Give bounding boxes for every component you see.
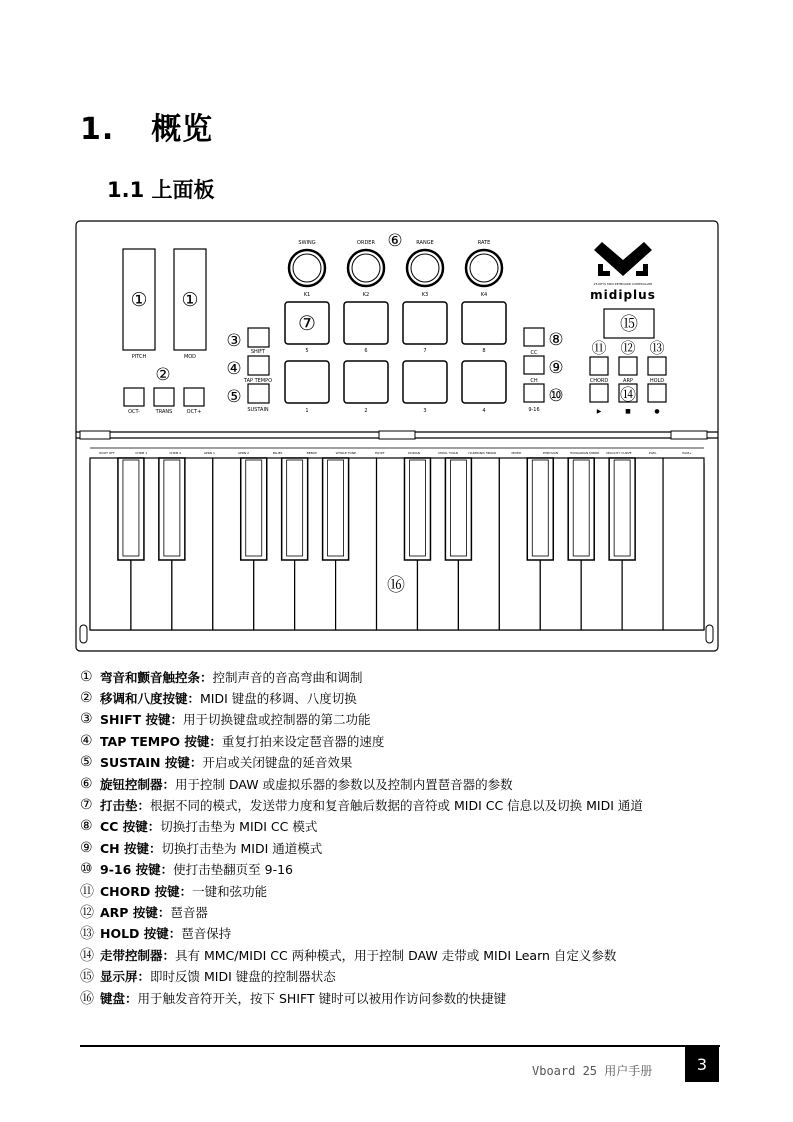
shift-label: SHIFT	[250, 349, 266, 355]
pad-number: 6	[364, 348, 368, 354]
legend-item: ① 弯音和颤音触控条： 控制声音的音高弯曲和调制	[80, 668, 363, 685]
play-button[interactable]	[590, 384, 608, 402]
knob-bottom-label: K2	[362, 292, 370, 298]
oct-up-label: OCT+	[186, 409, 202, 415]
legend-item: ④ TAP TEMPO 按键： 重复打拍来设定琶音器的速度	[80, 732, 385, 749]
keyboard-function-label: HARMONIC MINOR	[468, 451, 497, 455]
pad-number: 1	[305, 408, 309, 414]
legend-list	[80, 666, 760, 1008]
callout-12: ⑫	[620, 339, 636, 357]
legend-item: ③ SHIFT 按键： 用于切换键盘或控制器的第二功能	[80, 711, 371, 728]
keyboard-function-label: PHRYGIAN	[542, 451, 559, 455]
keyboard-function-label: EGYPT	[375, 451, 385, 455]
oct-up-button[interactable]	[184, 388, 204, 406]
brand-logo-text: midiplus	[590, 288, 656, 302]
legend-item: ⑬ HOLD 按键： 琶音保持	[80, 926, 232, 943]
trans-button[interactable]	[154, 388, 174, 406]
oct-down-label: OCT-	[128, 409, 140, 415]
brand-logo	[590, 242, 656, 302]
sustain-label: SUSTAIN	[247, 407, 269, 413]
legend-item: ⑪ CHORD 按键： 一键和弦功能	[80, 883, 268, 900]
record-button[interactable]	[648, 384, 666, 402]
arp-label: ARP	[623, 378, 633, 384]
knob-bottom-label: K4	[480, 292, 488, 298]
sustain-button[interactable]	[248, 384, 269, 403]
legend-item: ⑨ CH 按键： 切换打击垫为 MIDI 通道模式	[80, 839, 323, 856]
black-key[interactable]	[241, 458, 267, 560]
page-9-16-label: 9-16	[528, 407, 540, 413]
pad-6[interactable]	[344, 302, 388, 344]
legend-item: ⑯ 键盘： 用于触发音符开关，按下 SHIFT 键时可以被用作访问参数的快捷键	[80, 990, 507, 1007]
legend-item: ② 移调和八度按键： MIDI 键盘的移调、八度切换	[80, 690, 357, 707]
brand-tagline: 25 KEYS MIDI KEYBOARD CONTROLLER	[593, 282, 653, 286]
callout-13: ⑬	[649, 339, 665, 357]
keyboard-function-label: CHRM 1	[135, 451, 148, 455]
cc-label: CC	[530, 350, 538, 356]
legend-item: ⑩ 9-16 按键： 使打击垫翻页至 9-16	[80, 861, 293, 878]
legend-item: ⑤ SUSTAIN 按键： 开启或关闭键盘的延音效果	[80, 754, 353, 771]
black-key[interactable]	[118, 458, 144, 560]
white-key[interactable]	[663, 458, 704, 630]
keyboard-function-label: PGM-	[648, 451, 657, 455]
play-icon: ▶	[596, 408, 602, 415]
section-heading	[80, 104, 213, 148]
keyboard-function-label: BEBOP	[306, 451, 317, 455]
ch-button[interactable]	[524, 356, 544, 374]
knob-top-label: RANGE	[416, 240, 434, 246]
knob-top-label: SWING	[298, 240, 316, 246]
pad-8[interactable]	[462, 302, 506, 344]
callout-14: ⑭	[619, 385, 637, 404]
callout-6: ⑥	[387, 231, 403, 251]
legend-item: ⑦ 打击垫： 根据不同的模式，发送带力度和复音触后数据的音符或 MIDI CC 信息以及切换 MIDI 通道	[80, 797, 643, 814]
hold-button[interactable]	[648, 357, 666, 375]
black-key[interactable]	[323, 458, 349, 560]
keyboard-labels	[99, 451, 692, 455]
black-key[interactable]	[609, 458, 635, 560]
callout-3: ③	[226, 331, 242, 351]
black-key[interactable]	[568, 458, 594, 560]
keyboard-function-label: ROOT OFF	[99, 451, 115, 455]
keyboard-function-label: VELOCITY CURVE	[605, 451, 632, 455]
shift-button[interactable]	[248, 328, 269, 347]
keyboard-function-label: HUNGARIAN MINOR	[569, 451, 600, 455]
keyboard-function-label: BLUES	[272, 451, 283, 455]
stop-icon: ■	[625, 408, 631, 415]
callout-16: ⑯	[387, 575, 405, 596]
subsection-heading: 1.1 上面板	[107, 178, 215, 202]
pitch-label: PITCH	[131, 354, 147, 360]
pad-4[interactable]	[462, 361, 506, 403]
black-key[interactable]	[404, 458, 430, 560]
knob-top-label: RATE	[477, 240, 491, 246]
legend-item: ⑥ 旋钮控制器： 用于控制 DAW 或虚拟乐器的参数以及控制内置琶音器的参数	[80, 775, 513, 792]
keyboard-function-label: APRN 1	[203, 451, 215, 455]
section-number: 1.	[80, 112, 115, 147]
mod-label: MOD	[183, 354, 197, 360]
keyboard-function-label: MIXOL YDIAN	[438, 451, 458, 455]
keyboard-function-label: MIXED	[511, 451, 522, 455]
tap-tempo-label: TAP TEMPO	[243, 378, 273, 384]
callout-2: ②	[155, 365, 171, 385]
legend-item: ⑮ 显示屏： 即时反馈 MIDI 键盘的控制器状态	[80, 969, 336, 986]
callout-15: ⑮	[620, 314, 638, 335]
pad-number: 3	[423, 408, 427, 414]
black-key[interactable]	[445, 458, 471, 560]
section-title: 概览	[151, 112, 214, 147]
manual-title: Vboard 25 用户手册	[532, 1064, 653, 1078]
cc-button[interactable]	[524, 328, 544, 346]
pad-number: 2	[364, 408, 368, 414]
footer-rule	[80, 1045, 720, 1047]
ch-label: CH	[530, 378, 538, 384]
callout-1a: ①	[130, 289, 148, 311]
keyboard-function-label: APRN 2	[237, 451, 250, 455]
black-key[interactable]	[159, 458, 185, 560]
pads	[285, 302, 506, 403]
pad-number: 7	[423, 348, 427, 354]
knob-k1[interactable]	[289, 250, 325, 286]
knob-bottom-label: K3	[421, 292, 429, 298]
pad-number: 5	[305, 348, 309, 354]
page-number: 3	[685, 1046, 719, 1082]
callout-4: ④	[226, 359, 242, 379]
keyboard-function-label: WHOLE TONE	[335, 451, 357, 455]
top-panel-diagram	[75, 220, 719, 652]
tap-tempo-button[interactable]	[248, 356, 269, 375]
pad-1[interactable]	[285, 361, 329, 403]
pad-number: 8	[482, 348, 486, 354]
keyboard-function-label: DORIAN	[408, 451, 421, 455]
knob-k3[interactable]	[407, 250, 443, 286]
chord-button[interactable]	[590, 357, 608, 375]
legend-item: ⑭ 走带控制器： 具有 MMC/MIDI CC 两种模式，用于控制 DAW 走带或 MIDI Learn 自定义参数	[80, 947, 617, 964]
pad-number: 4	[482, 408, 486, 414]
callout-8: ⑧	[548, 330, 564, 350]
keyboard-function-label: CHRM 2	[169, 451, 182, 455]
pad-3[interactable]	[403, 361, 447, 403]
callout-5: ⑤	[226, 387, 242, 407]
knob-bottom-label: K1	[303, 292, 311, 298]
oct-down-button[interactable]	[124, 388, 144, 406]
callout-11: ⑪	[591, 339, 607, 357]
record-icon: ●	[654, 408, 660, 415]
page-9-16-button[interactable]	[524, 384, 544, 402]
chord-label: CHORD	[589, 378, 609, 384]
arp-button[interactable]	[619, 357, 637, 375]
knob-top-label: ORDER	[357, 240, 375, 246]
callout-1b: ①	[181, 289, 199, 311]
callout-10: ⑩	[548, 386, 564, 406]
knob-k4[interactable]	[466, 250, 502, 286]
keyboard-function-label: PGM+	[682, 451, 692, 455]
callout-7: ⑦	[298, 311, 316, 335]
black-key[interactable]	[527, 458, 553, 560]
pad-7[interactable]	[403, 302, 447, 344]
trans-label: TRANS	[155, 409, 173, 415]
legend-item: ⑫ ARP 按键： 琶音器	[80, 904, 208, 921]
black-key[interactable]	[282, 458, 308, 560]
legend-item: ⑧ CC 按键： 切换打击垫为 MIDI CC 模式	[80, 818, 318, 835]
knob-k2[interactable]	[348, 250, 384, 286]
pad-2[interactable]	[344, 361, 388, 403]
callout-9: ⑨	[548, 358, 564, 378]
hold-label: HOLD	[649, 378, 665, 384]
